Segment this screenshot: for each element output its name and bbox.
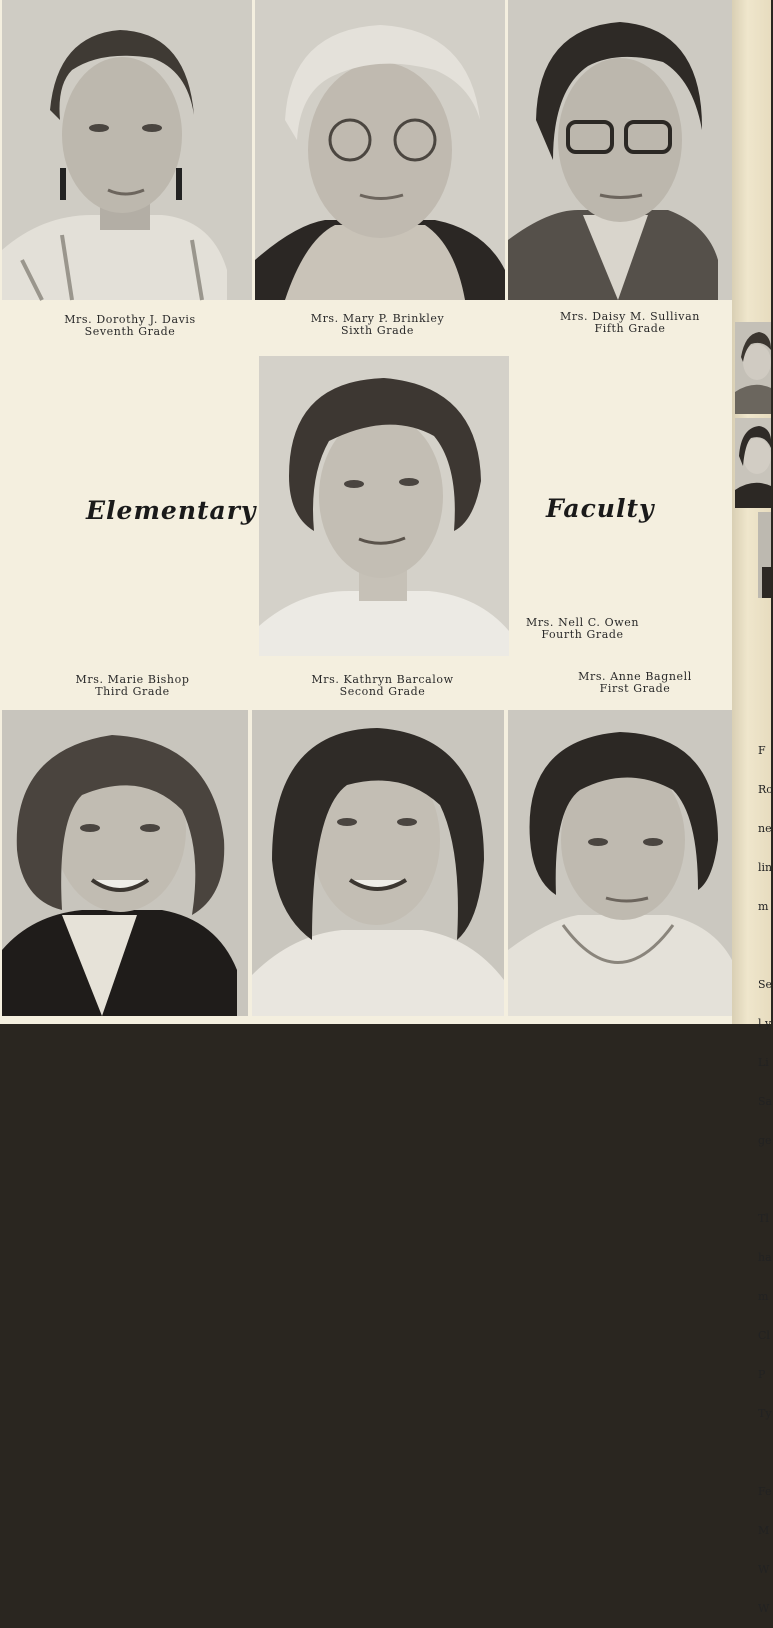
fragment-line: m (758, 1290, 769, 1303)
teacher-name: Mrs. Anne Bagnell (578, 670, 692, 683)
caption-dorothy-davis (30, 314, 230, 338)
caption-kathryn-barcalow (280, 674, 485, 698)
heading-elementary: Elementary (86, 496, 257, 525)
adjacent-page-photo-2 (735, 418, 771, 508)
teacher-name: Mrs. Daisy M. Sullivan (560, 310, 700, 323)
teacher-name: Mrs. Marie Bishop (75, 673, 190, 686)
fragment-line: l y (758, 1017, 772, 1030)
fragment-spacer (758, 1446, 773, 1459)
caption-marie-bishop (40, 674, 225, 698)
teacher-grade: Sixth Grade (340, 324, 414, 337)
teacher-name: Mrs. Nell C. Owen (525, 616, 640, 629)
teacher-grade: First Grade (599, 682, 671, 695)
portrait-bottom-left (2, 710, 248, 1016)
fragment-spacer (758, 939, 773, 952)
fragment-line: Ro (758, 783, 773, 796)
teacher-grade: Fifth Grade (594, 322, 666, 335)
teacher-name: Mrs. Mary P. Brinkley (310, 312, 445, 325)
teacher-grade: Seventh Grade (84, 325, 176, 338)
fragment-line: Cl (758, 1329, 770, 1342)
fragment-line: P (758, 1368, 766, 1381)
adjacent-page-text (758, 718, 773, 1628)
portrait-center (259, 356, 509, 656)
fragment-line: lin (758, 861, 773, 874)
heading-faculty: Faculty (546, 494, 655, 523)
teacher-name: Mrs. Dorothy J. Davis (64, 313, 196, 326)
teacher-grade: Second Grade (339, 685, 426, 698)
fragment-line: Fe (758, 1485, 772, 1498)
teacher-grade: Third Grade (95, 685, 170, 698)
fragment-line: Li (758, 1056, 769, 1069)
portrait-bottom-center (252, 710, 504, 1016)
portrait-dorothy-davis (2, 0, 252, 300)
portrait-daisy-sullivan (508, 0, 732, 300)
fragment-line: m (758, 900, 769, 913)
fragment-line: W (758, 1563, 770, 1576)
caption-daisy-sullivan (525, 311, 735, 335)
portrait-bottom-right (508, 710, 732, 1016)
fragment-spacer (758, 1173, 773, 1186)
caption-nell-owen (515, 617, 650, 641)
fragment-line: Ty (758, 1407, 772, 1420)
teacher-name: Mrs. Kathryn Barcalow (311, 673, 454, 686)
adjacent-page-photo-3 (758, 512, 771, 598)
fragment-line: Se (758, 978, 773, 991)
caption-mary-brinkley (275, 313, 480, 337)
fragment-line: Tl (758, 1212, 769, 1225)
fragment-line: Sa (758, 1095, 773, 1108)
fragment-line: ne (758, 822, 772, 835)
fragment-line: W (758, 1602, 770, 1615)
portrait-mary-brinkley (255, 0, 505, 300)
fragment-line: ge (758, 1134, 772, 1147)
adjacent-page-photo-1 (735, 322, 771, 414)
fragment-line: F (758, 744, 766, 757)
teacher-grade: Fourth Grade (541, 628, 624, 641)
fragment-line: M (758, 1524, 770, 1537)
caption-anne-bagnell (540, 671, 730, 695)
fragment-line: ha (758, 1251, 772, 1264)
